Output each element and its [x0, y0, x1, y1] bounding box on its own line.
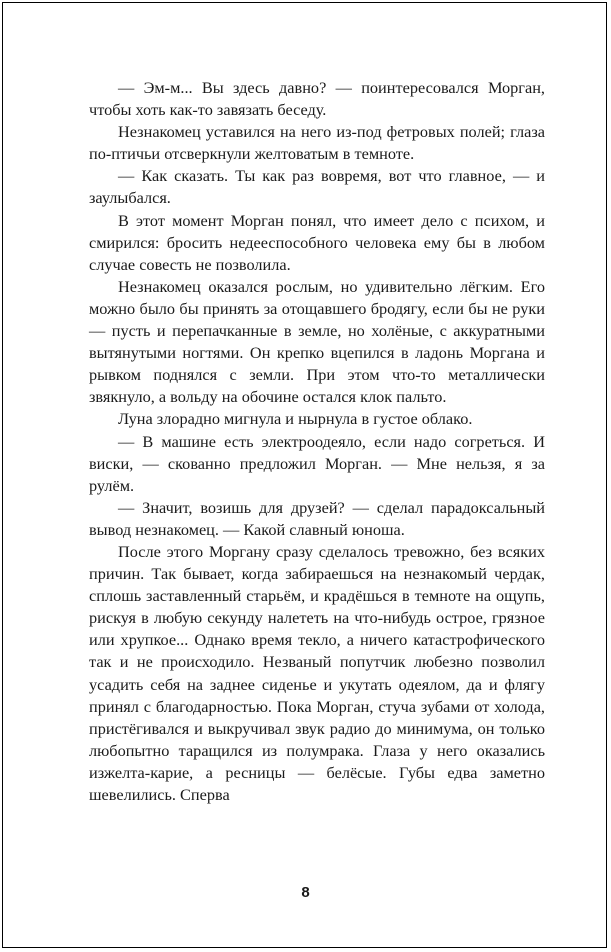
paragraph: — Как сказать. Ты как раз вовремя, вот что главное, — и заулыбался.	[89, 166, 545, 208]
paragraph: — В машине есть электроодеяло, если надо согреться. И виски, — скованно предложил Морган. — Мне нельзя, я за рулём.	[89, 431, 545, 495]
paragraph: — Значит, возишь для друзей? — сделал парадоксальный вывод незнакомец. — Какой славный юноша.	[89, 497, 545, 539]
paragraph: Незнакомец оказался рослым, но удивительно лёгким. Его можно было бы принять за отощавшего бродягу, если бы не руки — пусть и перепачканные в земле, но холёные, с аккуратными вытянутыми ногтями. Он крепко вцепился в ладонь Моргана и рывком поднялся с земли. При этом что-то металлически звякнуло, а вольду на обочине остался клок пальто.	[89, 276, 545, 407]
paragraph: Незнакомец уставился на него из-под фетровых полей; глаза по-птичьи отсверкнули желтоватым в темноте.	[89, 122, 545, 164]
paragraph: После этого Моргану сразу сделалось тревожно, без всяких причин. Так бывает, когда забираешься на незнакомый чердак, сплошь заставленный старьём, и крадёшься в темноте на ощупь, рискуя в любую секунду налететь на что-нибудь острое, грязное или хрупкое... Однако время текло, а ничего катастрофического так и не происходило. Незваный попутчик любезно позволил усадить себя на заднее сиденье и укутать одеялом, да и флягу принял с благодарностью. Пока Морган, стуча зубами от холода, пристёгивался и выкручивал звук радио до минимума, он только любопытно таращился из полумрака. Глаза у него оказались изжелта-карие, а ресницы — белёсые. Губы едва заметно шевелились. Сперва	[89, 541, 545, 804]
page-number: 8	[301, 884, 310, 901]
body-text	[89, 77, 545, 806]
paragraph: — Эм-м... Вы здесь давно? — поинтересовался Морган, чтобы хоть как-то завязать беседу.	[89, 78, 545, 120]
paragraph: В этот момент Морган понял, что имеет дело с психом, и смирился: бросить недееспособного человека ему бы в любом случае совесть не позволила.	[89, 210, 545, 274]
paragraph: Луна злорадно мигнула и нырнула в густое облако.	[118, 409, 473, 429]
